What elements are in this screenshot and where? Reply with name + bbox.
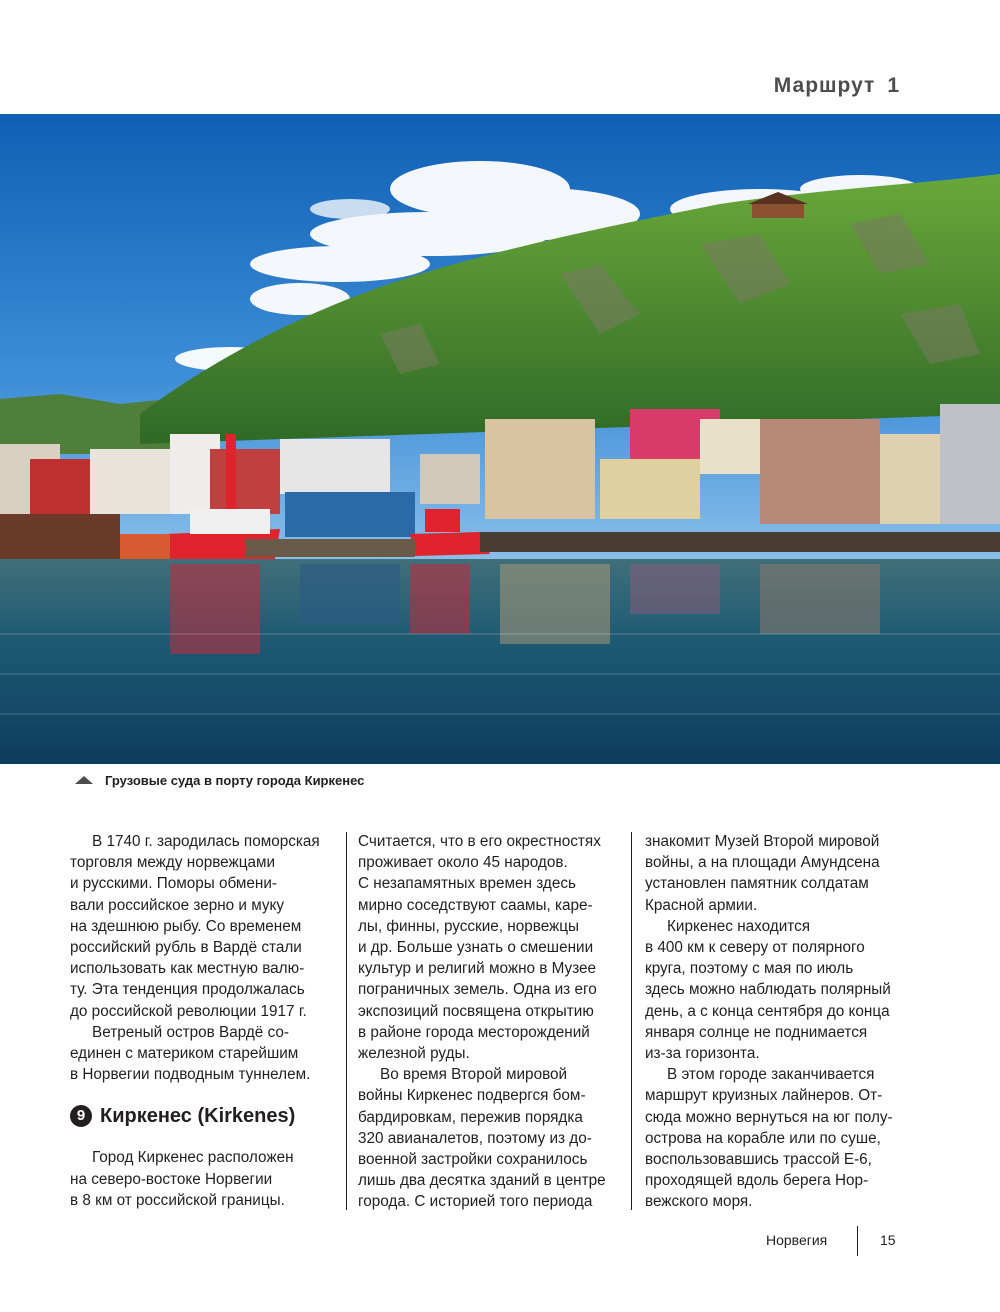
text-line: в районе города месторождений (358, 1023, 590, 1041)
text-line: Во время Второй мировой (380, 1066, 568, 1084)
text-line: бардировкам, пережив порядка (358, 1108, 583, 1126)
text-line: Киркенес находится (667, 917, 811, 935)
photo-caption (75, 773, 364, 788)
text-line: российский рубль в Вардё стали (70, 939, 302, 957)
text-line: экспозиций посвящена открытию (358, 1002, 594, 1020)
text-line: вежского моря. (645, 1193, 753, 1211)
text-line: воспользовавшись трассой Е-6, (645, 1151, 872, 1169)
text-line: вали российское зерно и муку (70, 896, 285, 914)
text-line: в Норвегии подводным туннелем. (70, 1066, 311, 1084)
text-line: мирно соседствуют саамы, каре- (358, 896, 593, 914)
text-line: из-за горизонта. (645, 1045, 760, 1063)
text-line: войны, а на площади Амундсена (645, 854, 880, 872)
text-line: В этом городе заканчивается (667, 1066, 875, 1084)
text-line: знакомит Музей Второй мировой (645, 833, 880, 850)
text-line: и др. Больше узнать о смешении (358, 939, 594, 957)
text-line: войны Киркенес подвергся бом- (358, 1087, 586, 1105)
text-line: в 8 км от российской границы. (70, 1191, 285, 1209)
text-line: на северо-востоке Норвегии (70, 1170, 273, 1188)
text-line: ту. Эта тенденция продолжалась (70, 981, 305, 999)
text-line: до российской революции 1917 г. (70, 1002, 307, 1020)
text-line: на здешнюю рыбу. Со временем (70, 917, 302, 935)
text-line: В 1740 г. зародилась поморская (92, 833, 320, 850)
text-line: острова на корабле или по суше, (645, 1129, 881, 1147)
text-line: лы, финны, русские, норвежцы (358, 917, 580, 935)
text-line: Считается, что в его окрестностях (358, 833, 601, 850)
text-line: культур и религий можно в Музее (358, 960, 597, 978)
text-line: единен с материком старейшим (70, 1045, 299, 1063)
footer-title: Норвегия (766, 1232, 828, 1248)
text-line: маршрут круизных лайнеров. От- (645, 1087, 883, 1105)
text-line: здесь можно наблюдать полярный (645, 981, 891, 999)
text-line: Ветреный остров Вардё со- (92, 1023, 289, 1041)
harbor-photo (0, 114, 1000, 764)
text-column-2 (358, 831, 620, 1213)
route-header (774, 74, 900, 98)
text-line: 320 авианалетов, поэтому из до- (358, 1129, 592, 1147)
text-line: военной застройки сохранилось (358, 1151, 588, 1169)
text-line: Город Киркенес расположен (92, 1149, 294, 1167)
triangle-up-icon (75, 776, 93, 784)
text-line: проживает около 45 народов. (358, 854, 568, 872)
text-line: день, а с конца сентября до конца (645, 1002, 890, 1020)
text-line: С незапамятных времен здесь (358, 875, 576, 893)
text-line: города. С историей того периода (358, 1193, 593, 1211)
section-heading (70, 1103, 340, 1129)
section-number-badge: 9 (70, 1105, 92, 1127)
text-line: использовать как местную валю- (70, 960, 305, 978)
text-line: Красной армии. (645, 896, 758, 914)
text-line: установлен памятник солдатам (645, 875, 869, 893)
footer-divider (857, 1226, 858, 1256)
text-line: торговля между норвежцами (70, 854, 276, 872)
column-divider (346, 832, 347, 1210)
caption-text: Грузовые суда в порту города Киркенес (105, 773, 365, 788)
text-line: в 400 км к северу от полярного (645, 939, 865, 957)
route-label: Маршрут (773, 74, 876, 97)
text-line: лишь два десятка зданий в центре (358, 1172, 606, 1190)
text-column-1 (70, 831, 340, 1211)
text-line: круга, поэтому с мая по июль (645, 960, 854, 978)
text-line: января солнце не поднимается (645, 1023, 868, 1041)
text-column-3 (645, 831, 910, 1213)
page-number: 15 (880, 1232, 896, 1248)
text-line: проходящей вдоль берега Нор- (645, 1172, 869, 1190)
text-line: сюда можно вернуться на юг полу- (645, 1108, 893, 1126)
section-title: Киркенес (Kirkenes) (100, 1105, 296, 1128)
column-divider (631, 832, 632, 1210)
route-number: 1 (887, 74, 900, 97)
text-line: железной руды. (358, 1045, 470, 1063)
text-line: пограничных земель. Одна из его (358, 981, 597, 999)
text-line: и русскими. Поморы обмени- (70, 875, 278, 893)
